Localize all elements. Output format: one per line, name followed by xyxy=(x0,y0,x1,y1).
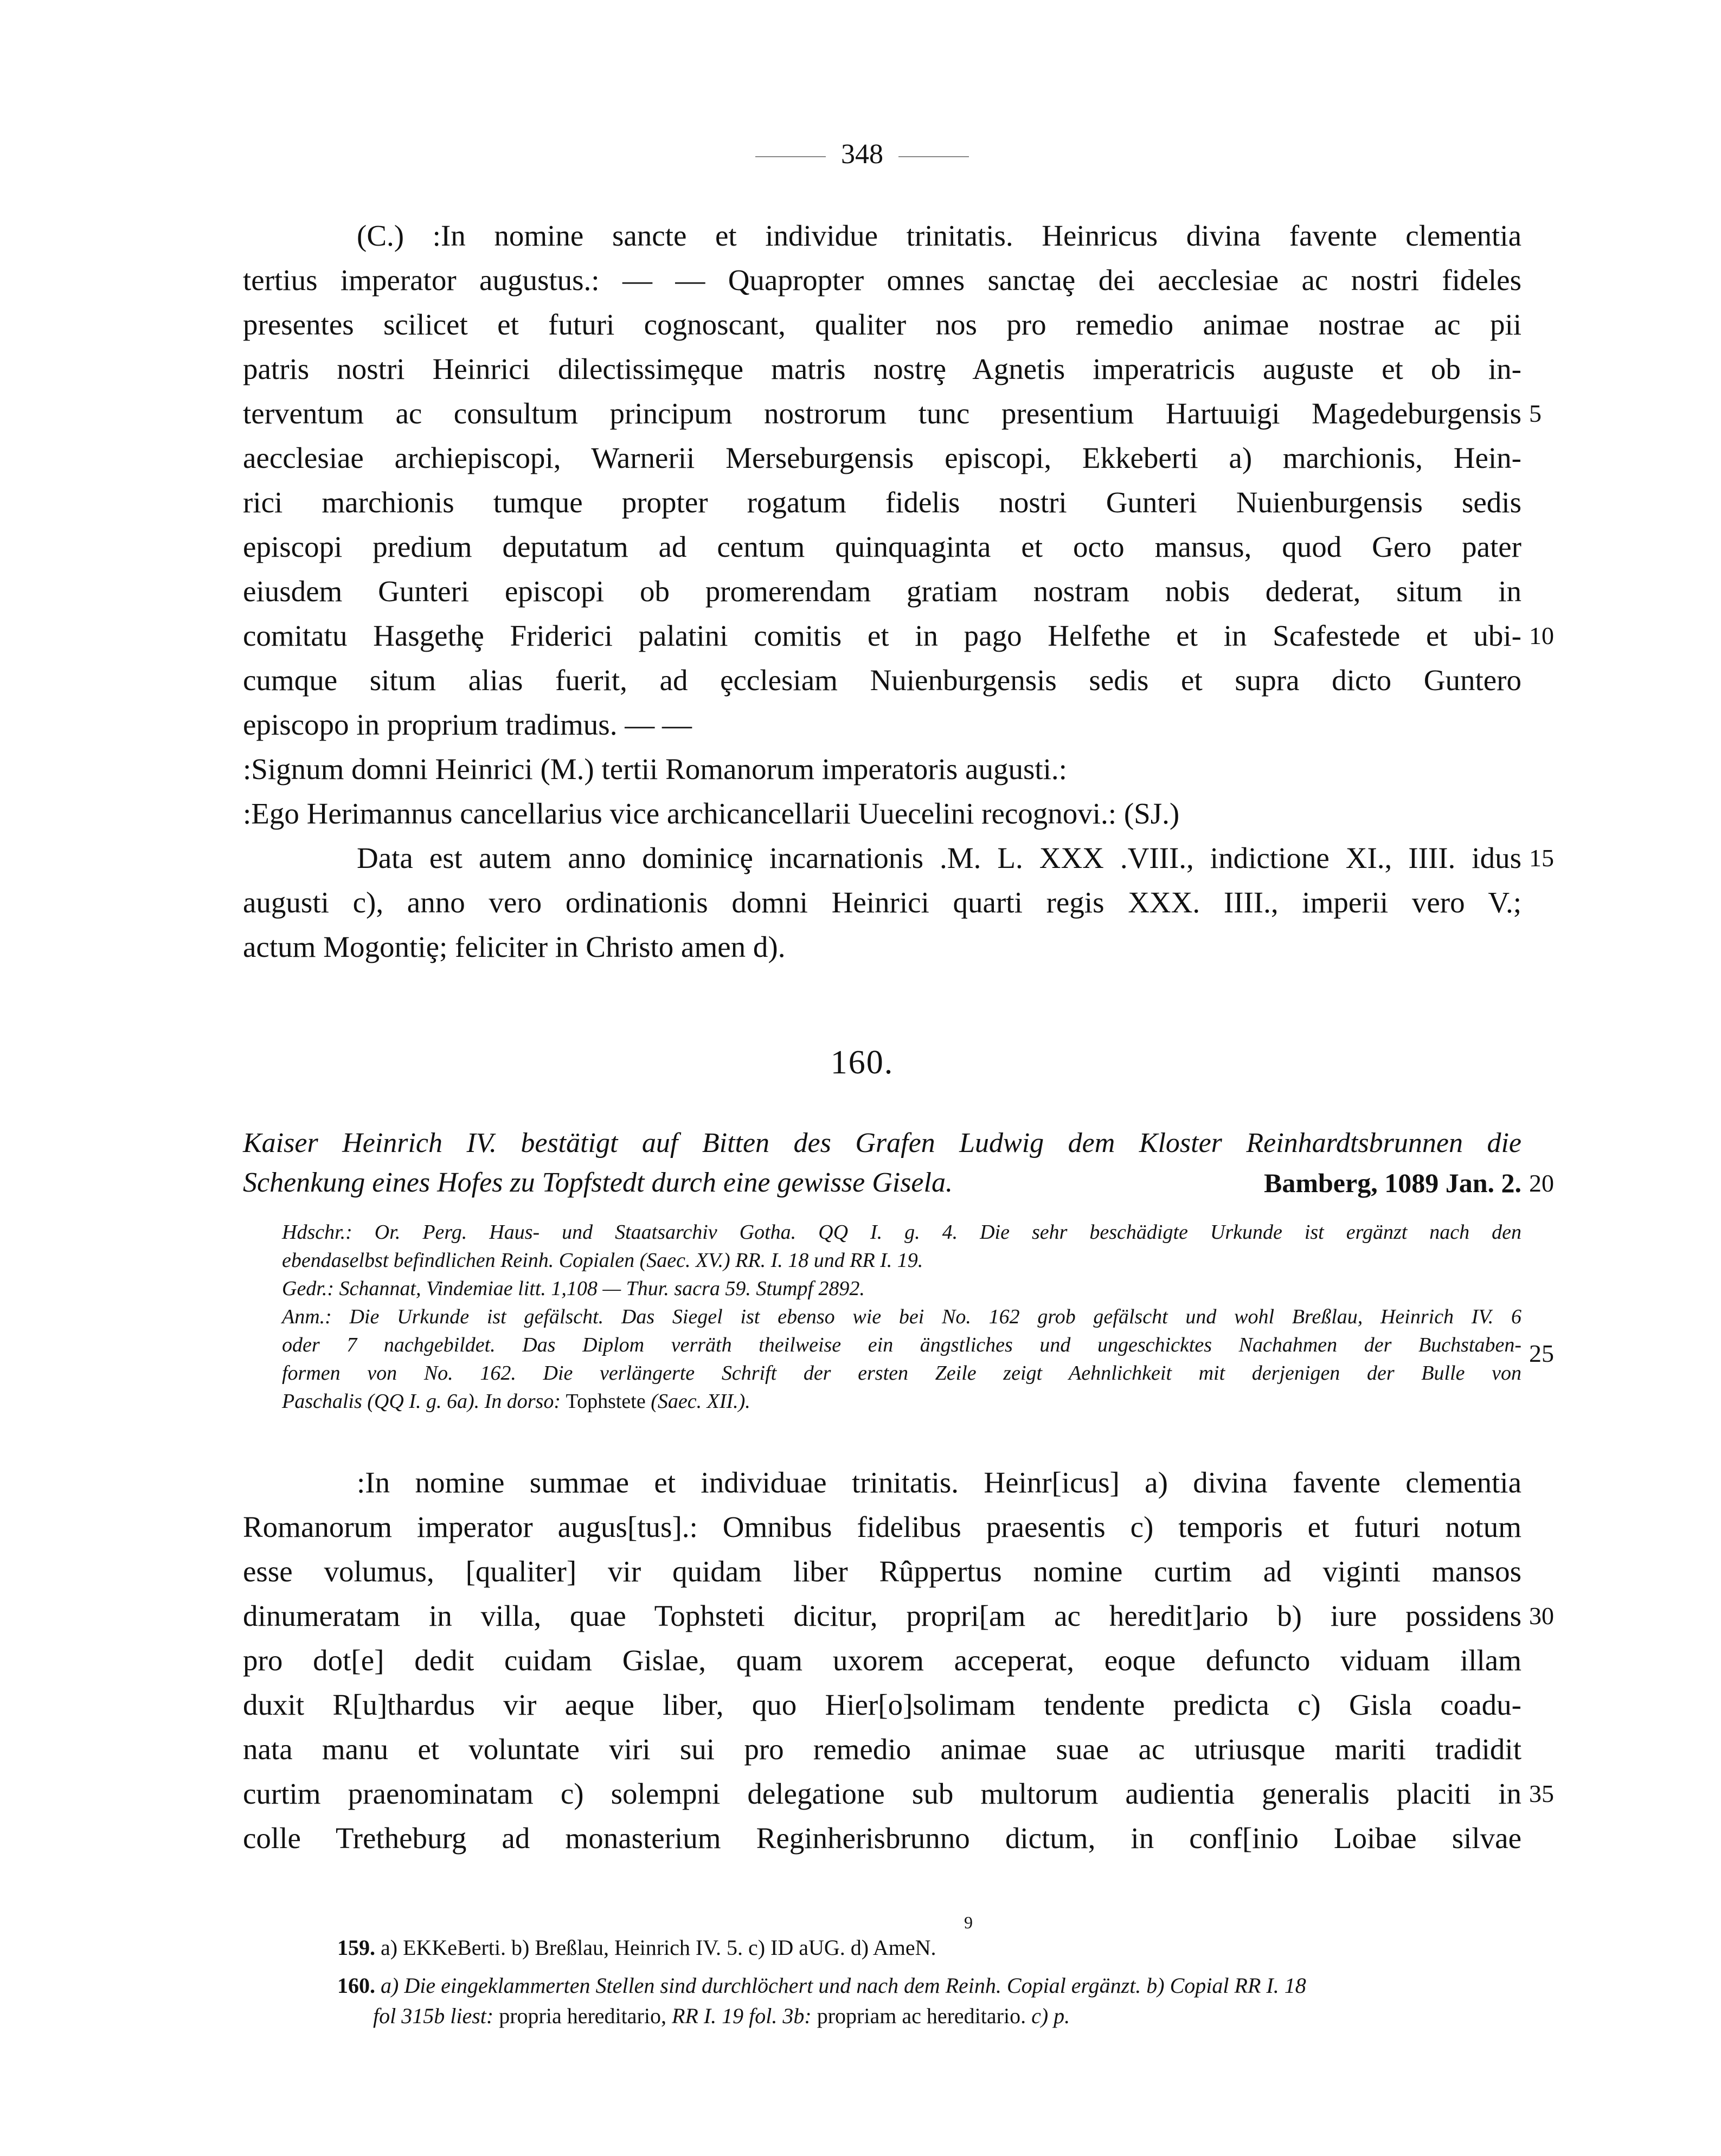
apparatus-line: oder 7 nachgebildet. Das Diplom verräth theilweise ein ängstliches und ungeschicktes Nachahmen der Buchstaben- xyxy=(282,1334,1521,1356)
regest-text: Schenkung eines Hofes zu Topfstedt durch eine gewisse Gisela. xyxy=(243,1167,953,1198)
page-number xyxy=(705,138,1019,170)
line-number: 10 xyxy=(1529,622,1554,649)
text-line: pro dot[e] dedit cuidam Gislae, quam uxorem acceperat, eoque defuncto viduam illam xyxy=(243,1644,1521,1677)
line-number: 25 xyxy=(1529,1340,1554,1367)
line-number: 30 xyxy=(1529,1602,1554,1630)
line-number: 15 xyxy=(1529,844,1554,872)
footnote-159 xyxy=(337,1933,1521,1962)
dorsal-note: Tophstete xyxy=(566,1390,646,1413)
document-number: 160. xyxy=(830,1044,894,1081)
place-date: Bamberg, 1089 Jan. 2. xyxy=(1264,1168,1521,1198)
text-line: episcopo in proprium tradimus. — — xyxy=(243,708,692,741)
footnote-160-line2 xyxy=(373,2001,1521,2031)
text-line: rici marchionis tumque propter rogatum fidelis nostri Gunteri Nuienburgensis sedis xyxy=(243,486,1521,519)
footnote-160-line1 xyxy=(337,1971,1521,2000)
text-line: Romanorum imperator augus[tus].: Omnibus fidelibus praesentis c) temporis et futuri notum xyxy=(243,1510,1521,1543)
footnote-text: a) EKKeBerti. b) Breßlau, Heinrich IV. 5. c) ID aUG. d) AmeN. xyxy=(381,1935,936,1960)
apparatus-line: ebendaselbst befindlichen Reinh. Copialen (Saec. XV.) RR. I. 18 und RR I. 19. xyxy=(282,1249,923,1272)
text-line: colle Tretheburg ad monasterium Reginherisbrunno dictum, in conf[inio Loibae silvae xyxy=(243,1822,1521,1855)
doc160-text xyxy=(243,1464,1521,1876)
rule-right xyxy=(898,156,969,157)
dorsal-date: (Saec. XII.). xyxy=(651,1390,750,1413)
text-line: presentes scilicet et futuri cognoscant, qualiter nos pro remedio animae nostrae ac pii xyxy=(243,308,1521,341)
sheet-signature: 9 xyxy=(964,1913,973,1932)
footnote-reading: propriam ac hereditario. xyxy=(817,2004,1026,2028)
doc159-text xyxy=(243,217,1521,976)
text-line: aecclesiae archiepiscopi, Warnerii Merseburgensis episcopi, Ekkeberti a) marchionis, Hein- xyxy=(243,441,1521,474)
dating-line: augusti c), anno vero ordinationis domni Heinrici quarti regis XXX. IIII., imperii vero V.; xyxy=(243,886,1521,919)
line-number: 20 xyxy=(1529,1169,1554,1197)
footnote-text: fol 315b liest: xyxy=(373,2004,494,2028)
line-number: 35 xyxy=(1529,1780,1554,1807)
footnote-label: 160. xyxy=(337,1973,375,1998)
apparatus-line: Anm.: Die Urkunde ist gefälscht. Das Siegel ist ebenso wie bei No. 162 grob gefälscht und wohl Breßlau, Heinrich IV. 6 xyxy=(282,1305,1521,1328)
footnote-reading: propria hereditario, xyxy=(499,2004,666,2028)
text-line: patris nostri Heinrici dilectissimȩque matris nostrȩ Agnetis imperatricis auguste et ob in- xyxy=(243,352,1521,385)
dating-line: Data est autem anno dominicȩ incarnationis .M. L. XXX .VIII., indictione XI., IIII. idus xyxy=(357,841,1521,874)
apparatus-line: Gedr.: Schannat, Vindemiae litt. 1,108 — Thur. sacra 59. Stumpf 2892. xyxy=(282,1277,865,1300)
footnote-label: 159. xyxy=(337,1935,375,1960)
apparatus-line: Hdschr.: Or. Perg. Haus- und Staatsarchiv Gotha. QQ I. g. 4. Die sehr beschädigte Urkunde ist ergänzt nach den xyxy=(282,1221,1521,1244)
text-line: duxit R[u]thardus vir aeque liber, quo Hier[o]solimam tendente predicta c) Gisla coadu- xyxy=(243,1688,1521,1721)
text-line: (C.) :In nomine sancte et individue trinitatis. Heinricus divina favente clementia xyxy=(357,219,1521,252)
text-line: tertius imperator augustus.: — — Quapropter omnes sanctaȩ dei aecclesiae ac nostri fideles xyxy=(243,263,1521,297)
page-number-text: 348 xyxy=(841,139,883,170)
footnote-text: c) p. xyxy=(1031,2004,1070,2028)
text-line: eiusdem Gunteri episcopi ob promerendam gratiam nostram nobis dederat, situm in xyxy=(243,575,1521,608)
regest-line: Kaiser Heinrich IV. bestätigt auf Bitten des Grafen Ludwig dem Kloster Reinhardtsbrunnen die xyxy=(243,1128,1521,1159)
dating-line: actum Mogontiȩ; feliciter in Christo amen d). xyxy=(243,930,786,963)
signum-line: :Signum domni Heinrici (M.) tertii Romanorum imperatoris augusti.: xyxy=(243,752,1067,786)
text-line: curtim praenominatam c) solempni delegatione sub multorum audientia generalis placiti in xyxy=(243,1777,1521,1810)
line-number: 5 xyxy=(1529,400,1542,427)
text-line: terventum ac consultum principum nostrorum tunc presentium Hartuuigi Magedeburgensis xyxy=(243,397,1521,430)
recognition-line: :Ego Herimannus cancellarius vice archicancellarii Uuecelini recognovi.: (SJ.) xyxy=(243,797,1180,830)
apparatus-line: formen von No. 162. Die verlängerte Schrift der ersten Zeile zeigt Aehnlichkeit mit derjenigen der Bulle von xyxy=(282,1362,1521,1385)
rule-left xyxy=(755,156,826,157)
apparatus-line xyxy=(282,1388,1521,1415)
footnote-text: a) Die eingeklammerten Stellen sind durchlöchert und nach dem Reinh. Copial ergänzt. b) Copial RR I. 18 xyxy=(381,1973,1306,1998)
text-line: comitatu Hasgethȩ Friderici palatini comitis et in pago Helfethe et in Scafestede et ubi- xyxy=(243,619,1521,652)
text-line: episcopi predium deputatum ad centum quinquaginta et octo mansus, quod Gero pater xyxy=(243,530,1521,563)
text-line: :In nomine summae et individuae trinitatis. Heinr[icus] a) divina favente clementia xyxy=(357,1466,1521,1499)
text-line: esse volumus, [qualiter] vir quidam liber Rûppertus nomine curtim ad viginti mansos xyxy=(243,1555,1521,1588)
text-line: cumque situm alias fuerit, ad ȩcclesiam Nuienburgensis sedis et supra dicto Guntero xyxy=(243,664,1521,697)
text-line: nata manu et voluntate viri sui pro remedio animae suae ac utriusque mariti tradidit xyxy=(243,1733,1521,1766)
regest-line xyxy=(243,1164,1521,1201)
footnote-text: RR I. 19 fol. 3b: xyxy=(671,2004,812,2028)
apparatus-text: Paschalis (QQ I. g. 6a). In dorso: xyxy=(282,1390,561,1413)
text-line: dinumeratam in villa, quae Tophsteti dicitur, propri[am ac heredit]ario b) iure possidens xyxy=(243,1599,1521,1632)
